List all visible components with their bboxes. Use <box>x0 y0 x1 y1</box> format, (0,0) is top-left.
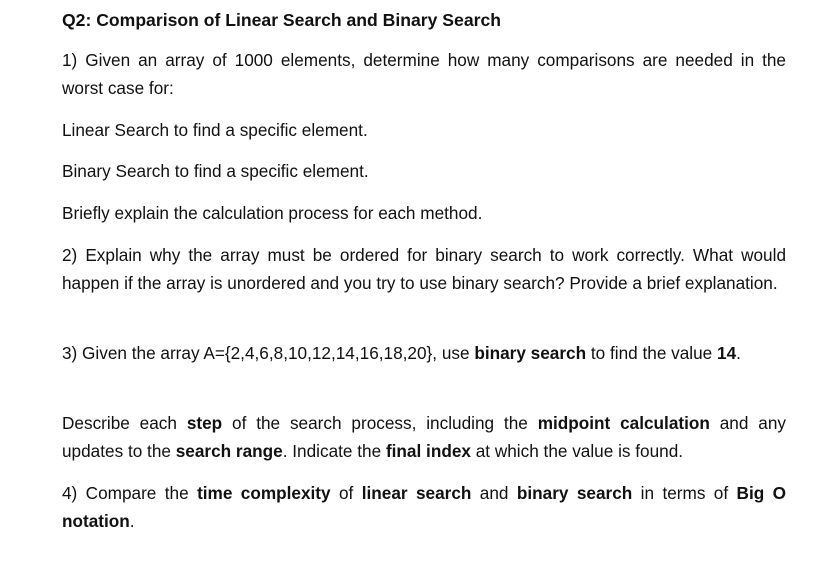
q1-intro: 1) Given an array of 1000 elements, determine how many comparisons are needed in the worst case for: <box>62 50 786 98</box>
q2-text: 2) Explain why the array must be ordered for binary search to work correctly. What would happen if the array is unordered and you try to use binary search? Provide a brief explanation. <box>62 245 786 293</box>
q3-bold-value: 14 <box>717 343 737 363</box>
q3-text: 3) Given the array A={2,4,6,8,10,12,14,16,18,20}, use binary search to find the value 14. <box>62 343 741 363</box>
q4-text: 4) Compare the time complexity of linear search and binary search in terms of Big O notation. <box>62 483 786 531</box>
q1-linear-item: Linear Search to find a specific element. <box>62 120 368 140</box>
q3-describe-text: Describe each step of the search process, including the midpoint calculation and any updates to the search range. Indicate the final index at which the value is found. <box>62 413 786 461</box>
q1-explain: Briefly explain the calculation process for each method. <box>62 203 483 223</box>
q3-bold-binary-search: binary search <box>474 343 587 363</box>
question-title: Q2: Comparison of Linear Search and Binary Search <box>62 10 501 30</box>
q1-binary-item: Binary Search to find a specific element. <box>62 161 369 181</box>
